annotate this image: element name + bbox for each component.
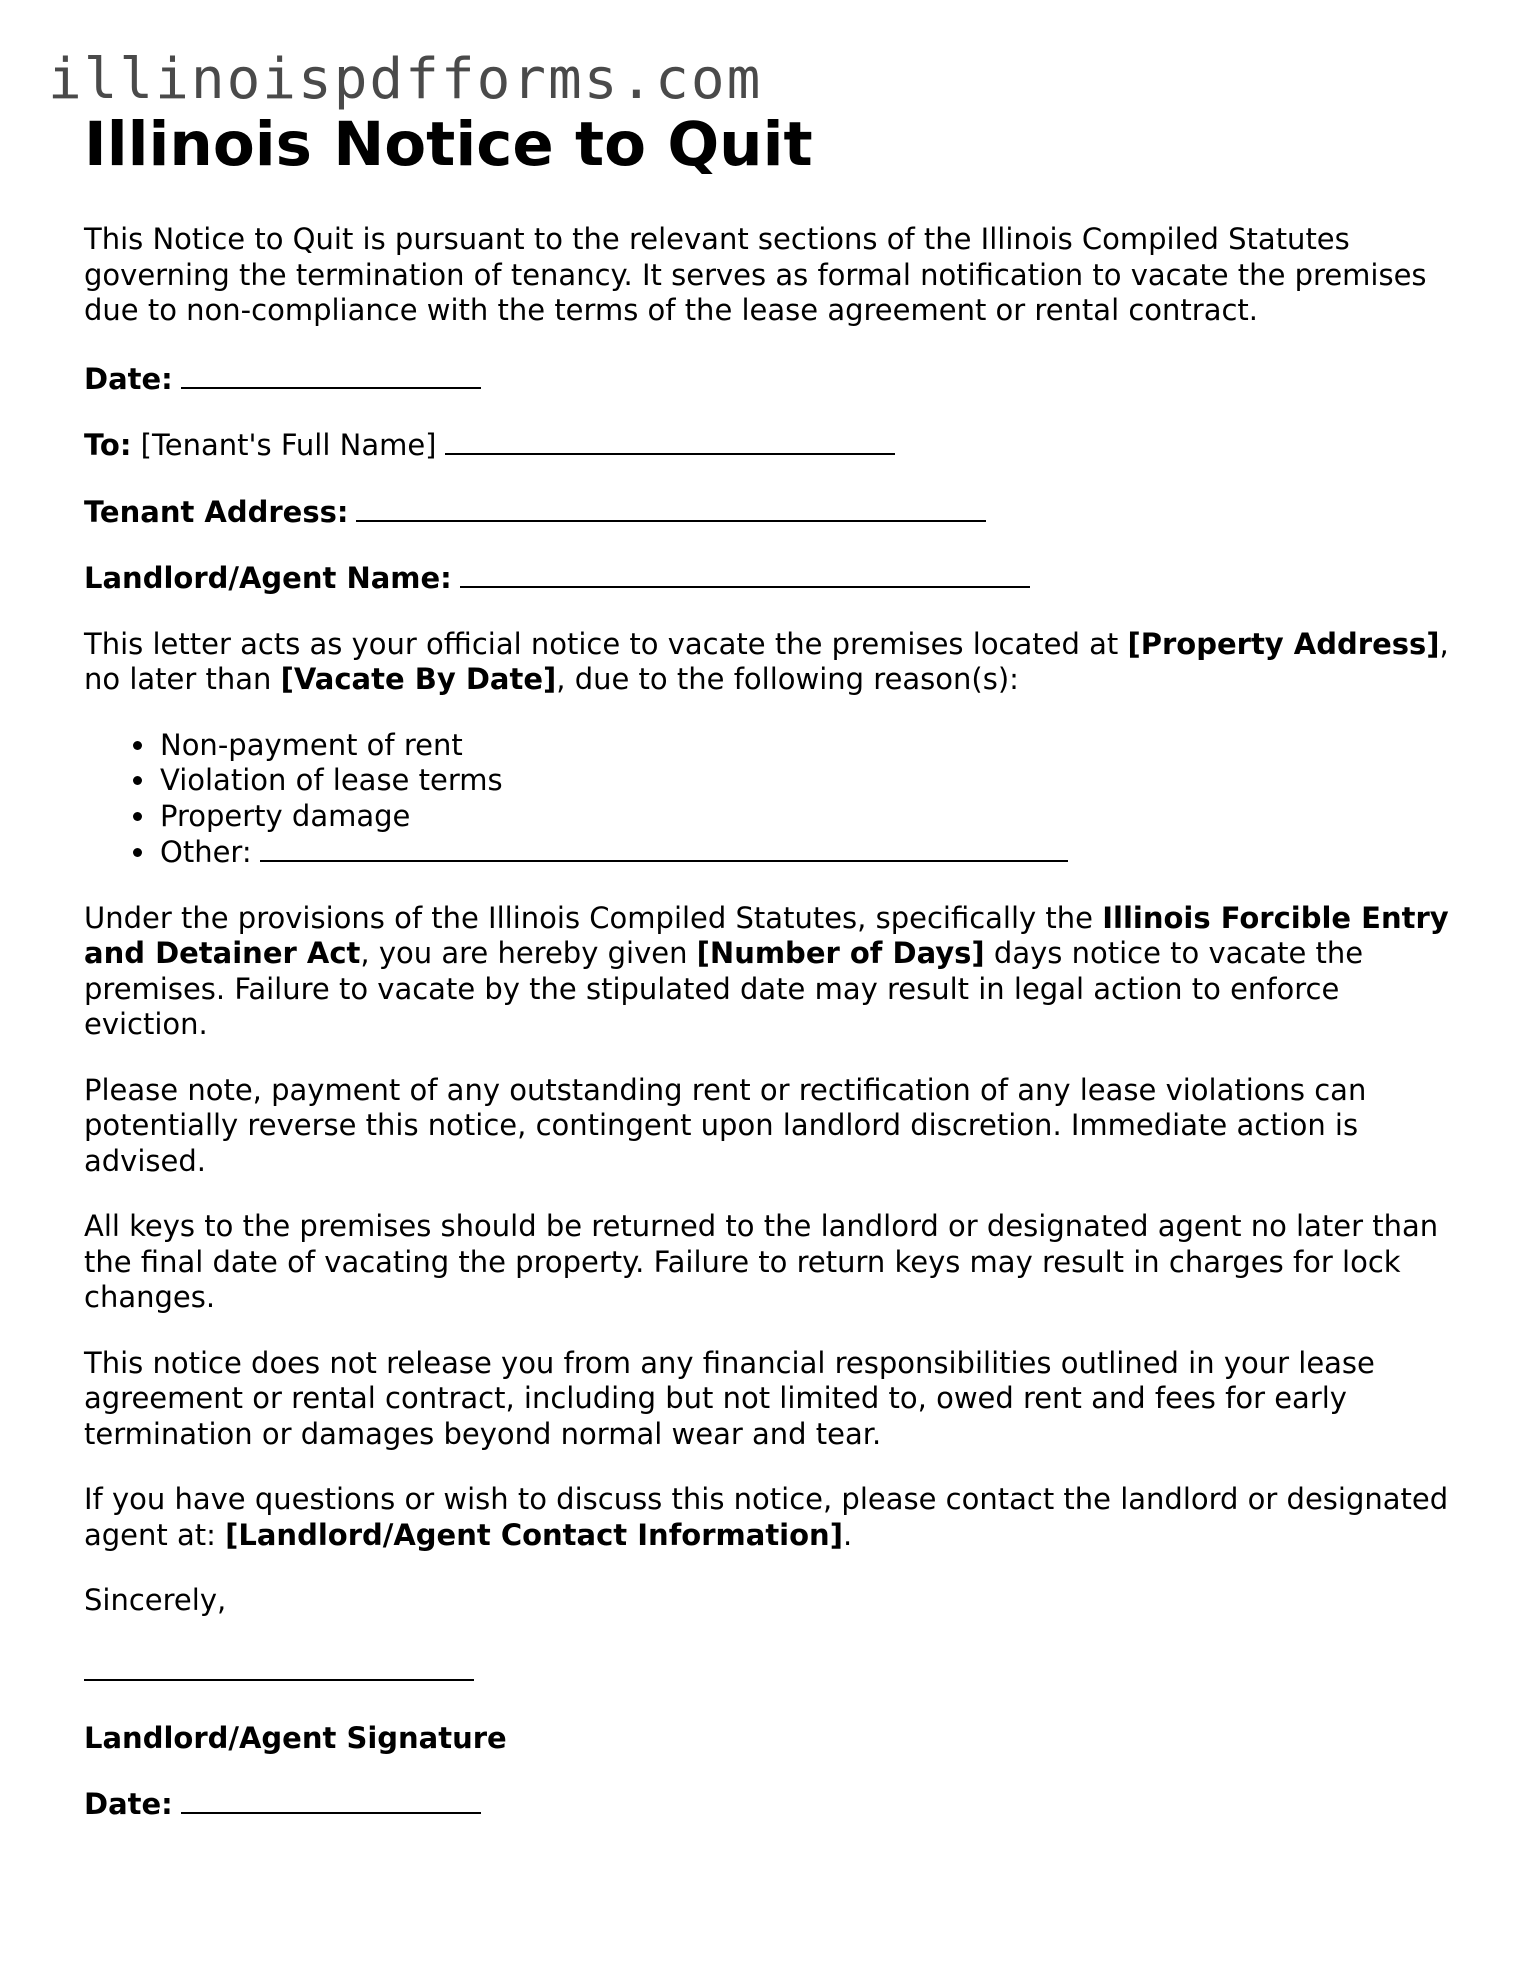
provisions-text-1: Under the provisions of the Illinois Compiled Statutes, specifically the xyxy=(84,900,1103,935)
contact-text-1: If you have questions or wish to discuss this notice, please contact the landlord or designated agent at: xyxy=(84,1482,1449,1552)
signature-date-blank[interactable] xyxy=(181,1786,481,1814)
reason-other-blank[interactable] xyxy=(260,834,1068,862)
tenant-name-blank[interactable] xyxy=(445,427,895,455)
signature-date-label: Date: xyxy=(84,1787,173,1821)
notice-text-1: This letter acts as your official notice to vacate the premises located at xyxy=(84,626,1128,661)
closing-text: Sincerely, xyxy=(84,1583,227,1617)
to-field xyxy=(84,427,1464,464)
tenant-name-placeholder: [Tenant's Full Name] xyxy=(140,428,437,462)
signature-date-field xyxy=(84,1786,1464,1823)
document-title: Illinois Notice to Quit xyxy=(84,109,813,180)
site-watermark: illinoispdfforms.com xyxy=(48,47,763,112)
tenant-address-label: Tenant Address: xyxy=(84,494,349,529)
reasons-list xyxy=(84,728,1464,871)
provisions-text-2: , you are hereby given xyxy=(360,936,697,970)
landlord-name-blank[interactable] xyxy=(460,560,1030,588)
reason-other-label: Other: xyxy=(160,835,252,869)
landlord-name-field xyxy=(84,560,1464,597)
reason-item: • Violation of lease terms xyxy=(158,763,1464,799)
landlord-name-label: Landlord/Agent Name: xyxy=(84,561,452,595)
date-blank[interactable] xyxy=(181,361,481,389)
reason-item-other xyxy=(158,834,1464,871)
vacate-by-placeholder: [Vacate By Date] xyxy=(280,662,557,696)
date-field xyxy=(84,361,1464,398)
signature-line[interactable] xyxy=(84,1677,474,1681)
to-label: To: xyxy=(84,428,132,462)
tenant-address-blank[interactable] xyxy=(356,494,986,522)
contact-info-placeholder: [Landlord/Agent Contact Information] xyxy=(225,1517,843,1552)
number-of-days-placeholder: [Number of Days] xyxy=(696,936,985,970)
reason-item: • Non-payment of rent xyxy=(158,728,1464,764)
payment-note-paragraph: Please note, payment of any outstanding rent or rectification of any lease violations can potentially reverse this notice, contingent upon landlord discretion. Immediate action is advised. xyxy=(84,1072,1367,1178)
notice-paragraph xyxy=(84,627,1464,698)
reason-item: • Property damage xyxy=(158,799,1464,835)
signature-label xyxy=(84,1721,1464,1757)
contact-paragraph xyxy=(84,1482,1464,1553)
provisions-paragraph xyxy=(84,901,1464,1043)
notice-text-2: , no later than xyxy=(84,626,1449,696)
property-address-placeholder: [Property Address] xyxy=(1127,626,1440,661)
act-name: Illinois Forcible Entry and Detainer Act xyxy=(84,900,1449,970)
tenant-address-field xyxy=(84,494,1464,531)
contact-text-2: . xyxy=(842,1517,853,1552)
date-label: Date: xyxy=(84,361,173,396)
intro-paragraph: This Notice to Quit is pursuant to the relevant sections of the Illinois Compiled Statutes governing the termination of tenancy. It serves as formal notification to vacate the premises due to non-compliance with the terms of the lease agreement or rental contract. xyxy=(84,222,1427,327)
signature-label-text: Landlord/Agent Signature xyxy=(84,1720,507,1755)
provisions-text-3: days notice to vacate the premises. Failure to vacate by the stipulated date may result in legal action to enforce eviction. xyxy=(84,936,1364,1041)
document-page xyxy=(84,108,1464,1823)
notice-text-3: , due to the following reason(s): xyxy=(556,662,1019,696)
financial-note-paragraph: This notice does not release you from any financial responsibilities outlined in your lease agreement or rental contract, including but not limited to, owed rent and fees for early termination or damages beyond normal wear and tear. xyxy=(84,1345,1375,1451)
keys-note-paragraph: All keys to the premises should be returned to the landlord or designated agent no later than the final date of vacating the property. Failure to return keys may result in charges for lock changes. xyxy=(84,1209,1439,1314)
